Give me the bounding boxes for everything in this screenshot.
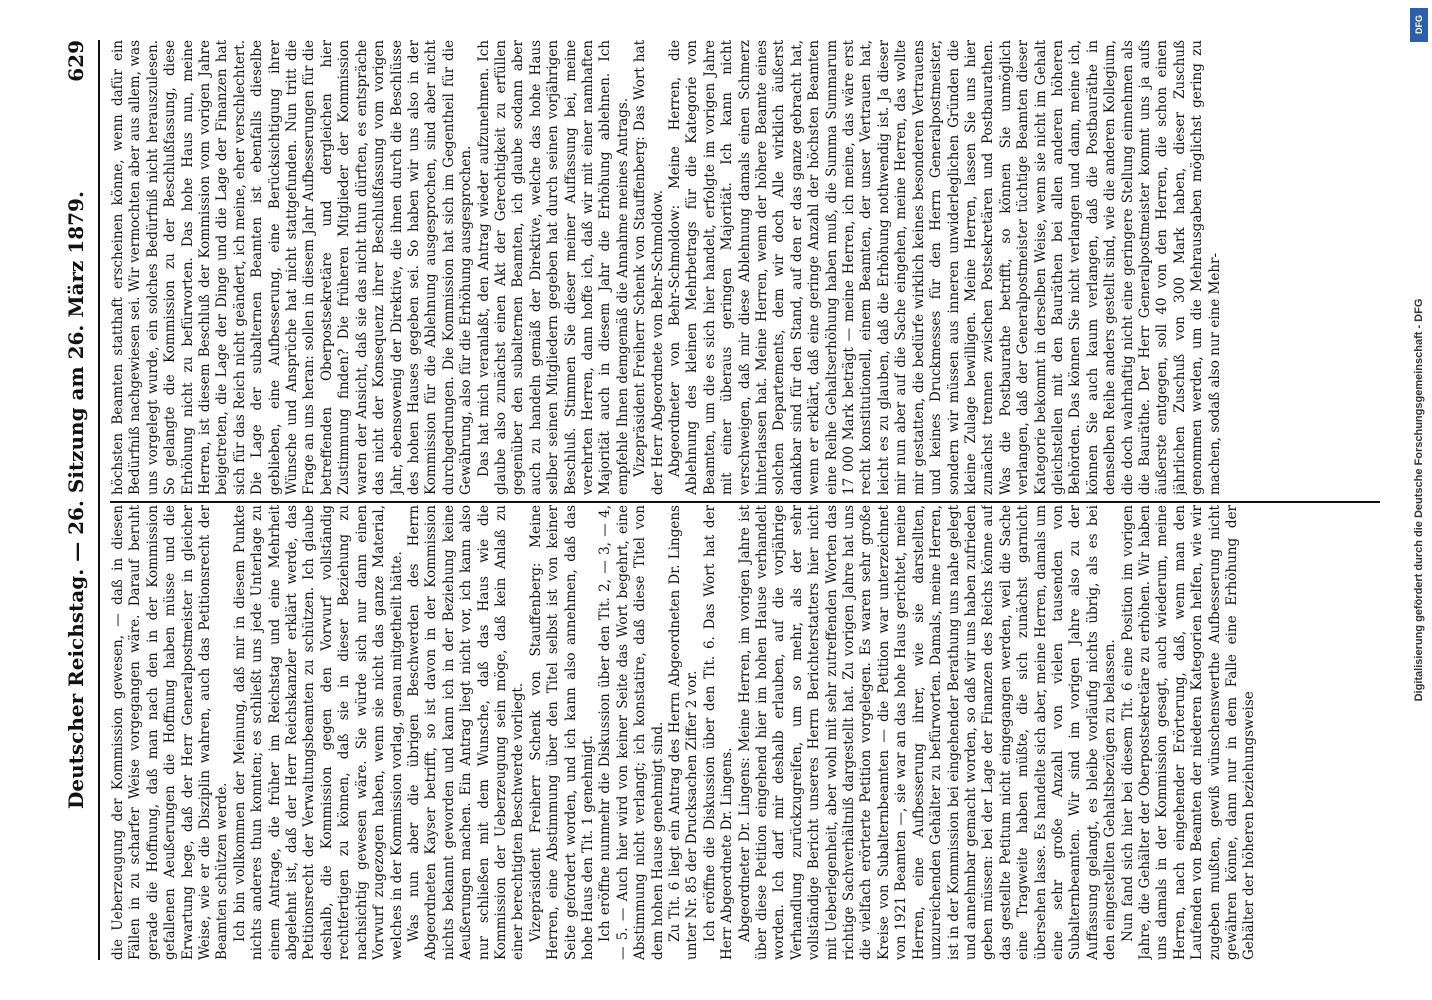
header-rule bbox=[98, 40, 100, 960]
paragraph: Ich eröffne die Diskussion über den Tit. 6. Das Wort hat der Herr Abgeordnete Dr. Lingens. bbox=[701, 505, 736, 960]
page-number: 629 bbox=[64, 40, 88, 82]
right-column bbox=[110, 40, 1380, 495]
paragraph: Vizepräsident Freiherr Schenk von Stauffenberg: Das Wort hat der Herr Abgeordnete von Behr-Schmoldow. bbox=[632, 40, 666, 495]
dfg-sidebar bbox=[1408, 0, 1430, 1000]
dfg-credit: Digitalisierung gefördert durch die Deutsche Forschungsgemeinschaft - DFG bbox=[1413, 298, 1425, 702]
paragraph: Nun fand sich hier bei diesem Tit. 6 eine Position im vorigen Jahre, die Gehälter der Oberpostsekretäre zu erhöhen. Wir haben uns damals in der Kommission gesagt, auch wiederum, meine Herren, nach eingehender Erörterung, daß, wenn man den Laufenden von Beamten der niederen Kategorien helfen, wie wir zugeben mußten, gewiß wünschenswerthe Aufbesserung nicht gewähren könne, dann nur in dem Falle eine Erhöhung der Gehälter der höheren beziehungsweise bbox=[1119, 505, 1258, 960]
paragraph: Zu Tit. 6 liegt ein Antrag des Herrn Abgeordneten Dr. Lingens unter Nr. 85 der Drucksachen Ziffer 2 vor. bbox=[667, 505, 701, 960]
paragraph: Vizepräsident Freiherr Schenk von Stauffenberg: Meine Herren, eine Abstimmung über den Titel selbst ist von keiner Seite gefordert worden, und ich kann also annehmen, daß das hohe Haus den Tit. 1 genehmigt. bbox=[527, 505, 596, 960]
paragraph: Abgeordneter Dr. Lingens: Meine Herren, im vorigen Jahre ist über diese Petition eingehend hier im hohen Hause verhandelt worden. Ich darf mir deshalb erlauben, auf die vorjährige Verhandlung zurückzugreifen, um so mehr, als der sehr vollständige Bericht unseres Herrn Berichterstatters hier nicht mit Ueberlegenheit, aber wohl mit sehr zutreffenden Worten das richtige Sachverhältniß dargestellt hat. Zu vorigen Jahre hat uns die vielfach erörterte Petition vorgelegen. Es waren sehr große Kreise von Subalternbeamten — die Petition war unterzeichnet von 1921 Beamten —, sie war an das hohe Haus gerichtet, meine Herren, eine Aufbesserung ihrer, wie sie darstellten, unzureichenden Gehälter zu befürworten. Damals, meine Herren, ist in der Kommission bei eingehender Berathung uns nahe gelegt und annehmbar gemacht worden, so daß wir uns haben zufrieden geben müssen: bei der Lage der Finanzen des Reichs könne auf das gestellte Petitum nicht eingegangen werden, weil die Sache eine Tragweite haben müßte, die sich zunächst garnicht übersehen lasse. Es handelte sich aber, meine Herren, damals um eine sehr große Anzahl von vielen tausenden von Subalternbeamten. Wir sind im vorigen Jahre also zu der Auffassung gelangt, es bleibe vorläufig nichts übrig, als es bei den eingestellten Gehaltsbezügen zu belassen. bbox=[736, 505, 1119, 960]
paragraph: höchsten Beamten statthaft erscheinen könne, wenn dafür ein Bedürfniß nachgewiesen sei. Wir vermochten aber aus allem, was uns vorgelegt wurde, ein solches Bedürfniß nicht herauszulesen. So gelangte die Kommission zu der Beschlußfassung, diese Erhöhung nicht zu befürworten. Das hohe Haus nun, meine Herren, ist diesem Beschluß der Kommission vom vorigen Jahre beigetreten, die Lage der Dinge und die Lage der Finanzen hat sich für das Reich nicht geändert, ich meine, eher verschlechtert. Die Lage der subalternen Beamten ist ebenfalls dieselbe geblieben, eine Aufbesserung, eine Berücksichtigung ihrer Wünsche und Ansprüche hat nicht stattgefunden. Nun tritt die Frage an uns heran: sollen in diesem Jahr Aufbesserungen für die betreffenden Oberpostsekretäre und dergleichen hier Zustimmung finden? Die früheren Mitglieder der Kommission waren der Ansicht, daß sie das nicht thun dürften, es entspräche das nicht der Konsequenz ihrer Beschlußfassung vom vorigen Jahr, ebensowenig der Direktive, die ihnen durch die Beschlüsse des hohen Hauses gegeben sei. So haben wir uns also in der Kommission für die Ablehnung ausgesprochen, sind aber nicht durchgedrungen. Die Kommission hat sich im Gegentheil für die Gewährung, also für die Erhöhung ausgesprochen. bbox=[110, 40, 475, 495]
rotated-page bbox=[36, 20, 1396, 980]
column-divider bbox=[110, 501, 1380, 503]
running-title: Deutscher Reichstag. — 26. Sitzung am 26. März 1879. bbox=[64, 191, 88, 809]
dfg-logo: DFG bbox=[1410, 8, 1428, 42]
paragraph: Ich bin vollkommen der Meinung, daß mir in diesem Punkte nichts anderes thun konnten; es schließt uns jede Unterlage zu einem Antrage, die früher im Reichstag und eine Mehrheit abgelehnt ist, daß der Herr Reichskanzler erklärt werde, das Petitionsrecht der Verwaltungsbeamten zu schützen. Ich glaube deshalb, die Kommission gegen den Vorwurf vollständig rechtfertigen zu können, daß sie in dieser Beziehung zu nachsichtig gewesen wäre. Sie würde sich nur dann einen Vorwurf zugezogen haben, wenn sie nicht das ganze Material, welches in der Kommission vorlag, genau mitgetheilt hätte. bbox=[231, 505, 405, 960]
paragraph: Das hat mich veranlaßt, den Antrag wieder aufzunehmen. Ich glaube also zunächst einen Akt der Gerechtigkeit zu erfüllen gegenüber den subalternen Beamten, ich glaube sodann aber auch zu handeln gemäß der Direktive, welche das hohe Haus selber seinen Mitgliedern gegeben hat durch seinen vorjährigen Beschluß. Stimmen Sie dieser meiner Auffassung bei, meine verehrten Herren, dann hoffe ich, daß wir mit einer namhaften Majorität auch in diesem Jahr die Erhöhung ablehnen. Ich empfehle Ihnen demgemäß die Annahme meines Antrags. bbox=[475, 40, 631, 495]
paragraph: Was nun aber die übrigen Beschwerden des Herrn Abgeordneten Kayser betrifft, so ist davon in der Kommission nichts bekannt geworden und kann ich in der Beziehung keine Aeußerungen machen. Ein Antrag liegt nicht vor, ich kann also nur schließen mit dem Wunsche, daß das Haus wie die Kommission der Ueberzeugung sein möge, daß kein Anlaß zu einer berechtigten Beschwerde vorliegt. bbox=[405, 505, 527, 960]
paragraph: Ich eröffne nunmehr die Diskussion über den Tit. 2, — 3, — 4, — 5. — Auch hier wird von keiner Seite das Wort begehrt, eine Abstimmung nicht verlangt; ich konstatire, daß diese Titel von dem hohen Hause genehmigt sind. bbox=[597, 505, 666, 960]
paragraph: die Ueberzeugung der Kommission gewesen, — daß in diesen Fällen in zu scharfer Weise vorgegangen wäre. Darauf beruht gerade die Hoffnung, daß man nach den in der Kommission gefallenen Aeußerungen die Hoffnung haben müsse und die Erwartung hege, daß der Herr Generalpostmeister in gleicher Weise, wie er die Disziplin wahren, auch das Petitionsrecht der Beamten schützen werde. bbox=[110, 505, 231, 960]
left-column bbox=[110, 505, 1380, 960]
paragraph: Abgeordneter von Behr-Schmoldow: Meine Herren, die Ablehnung des kleinen Mehrbetrags für die Kategorie von Beamten, um die es sich hier handelt, erfolgte im vorigen Jahre mit einer überaus geringen Majorität. Ich kann nicht verschweigen, daß mir diese Ablehnung damals einen Schmerz hinterlassen hat. Meine Herren, wenn der höhere Beamte eines solchen Departements, dem wir doch Alle wirklich äußerst dankbar sind für den Stand, auf den er das ganze gebracht hat, wenn er erklärt, daß eine geringe Anzahl der höchsten Beamten eine Reihe Gehaltserhöhung haben muß, die Summa Summarum 17 000 Mark beträgt — meine Herren, ich meine, das wäre erst recht konstitutionell, einem Beamten, der unser Vertrauen hat, leicht es zu glauben, daß die Erhöhung nothwendig ist. Ja dieser mir nun aber auf die Sache eingehen, meine Herren, das wollte mir gestatten, die bedürfe wirklich keines besonderen Vertrauens und keines Druckmesses für den Herrn Generalpostmeister, sondern wir müssen aus inneren unwiderleglichen Gründen die kleine Zulage bewilligen. Meine Herren, lassen Sie uns hier zunächst trennen zwischen Postsekretären und Postbaurathen. Was die Postbaurathe betrifft, so können Sie unmöglich verlangen, daß der Generalpostmeister tüchtige Beamten dieser Kategorie bekommt in derselben Weise, wenn sie nicht im Gehalt gleichstellen mit den Bauräthen bei allen anderen höheren Behörden. Das können Sie nicht verlangen und dann, meine ich, können Sie auch kaum verlangen, daß die Postbauräthe in denselben Reihe anders gestellt sind, wie die anderen Kollegium, die doch wahrhaftig nicht eine geringere Stellung einnehmen als die Bauräthe. Der Herr Generalpostmeister kommt uns ja aufs äußerste entgegen, soll 40 von den Herren, die schon einen jährlichen Zuschuß von 300 Mark haben, dieser Zuschuß genommen werden, um die Mehrausgaben möglichst gering zu machen, sodaß also nur eine Mehr- bbox=[667, 40, 1223, 495]
